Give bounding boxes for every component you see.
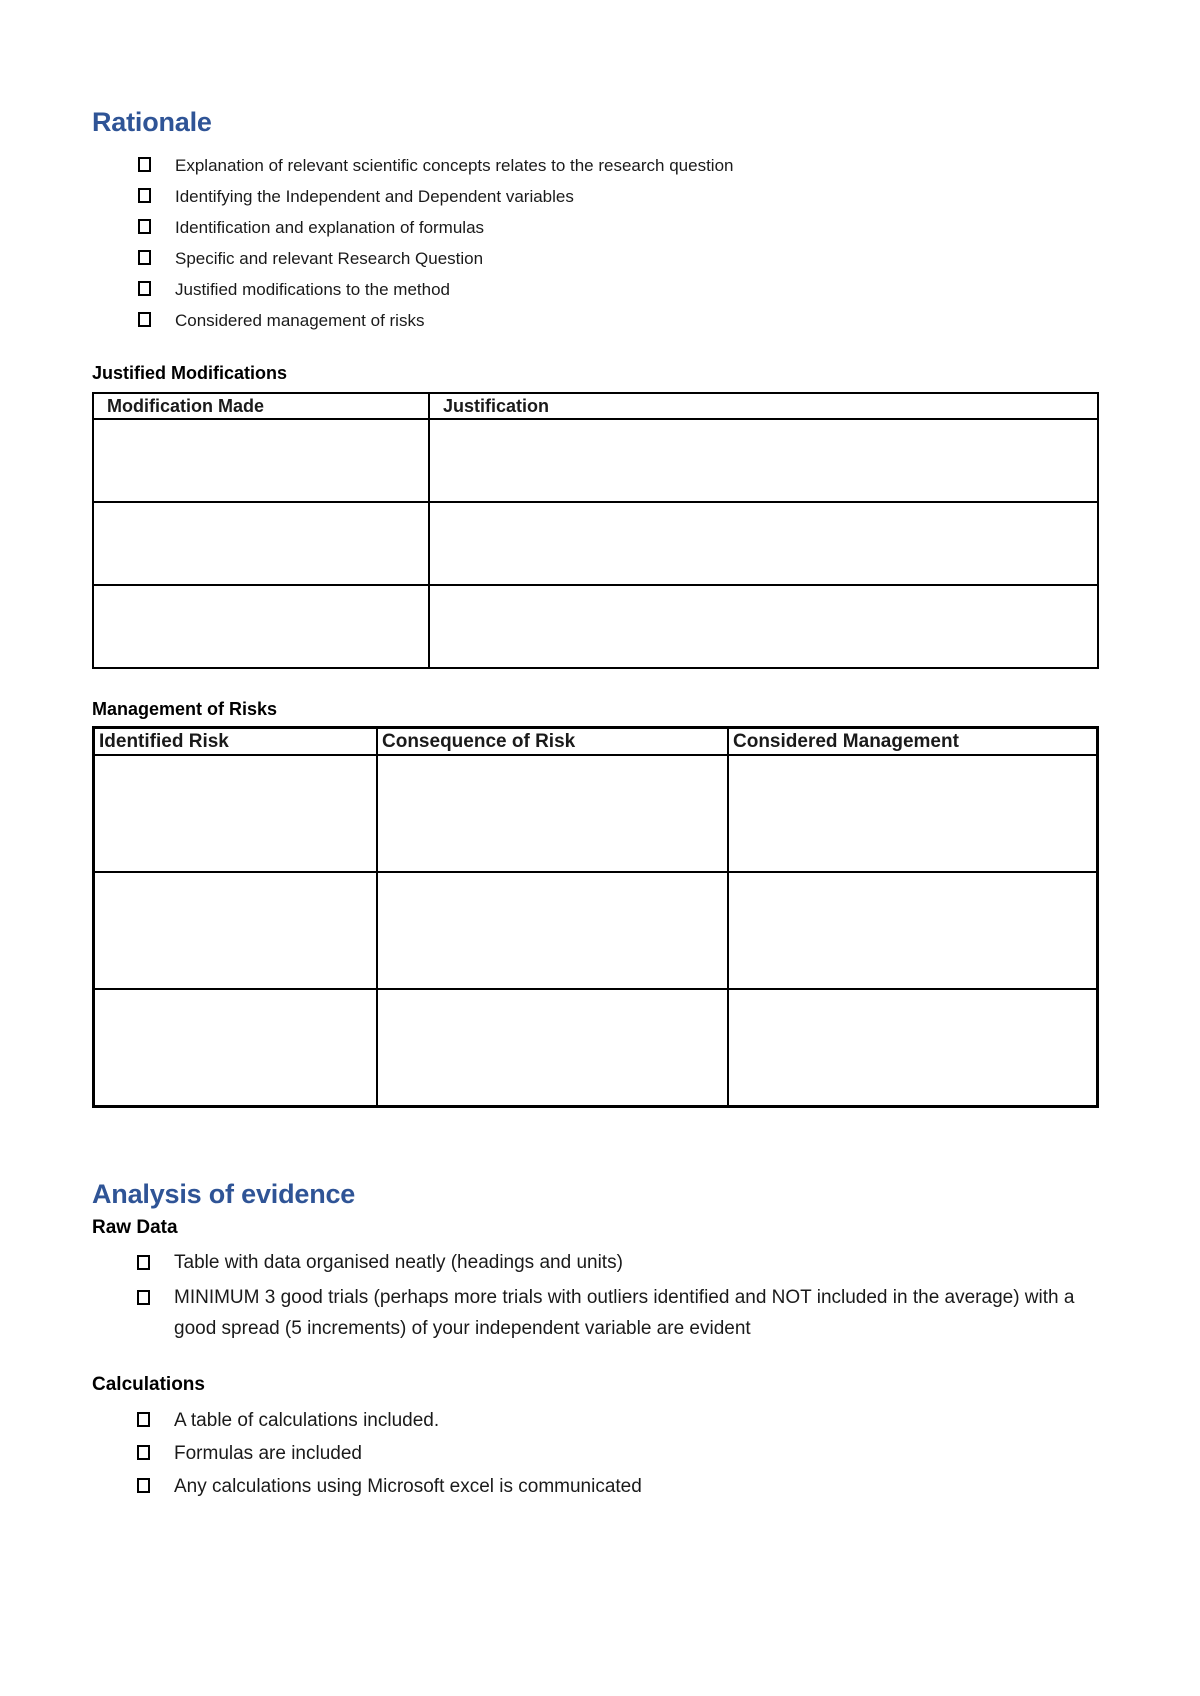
table-cell[interactable] [728,755,1098,872]
rationale-checklist [138,150,734,336]
section-label-raw-data: Raw Data [92,1217,178,1238]
checklist-item [138,181,734,212]
raw-data-checklist [137,1247,1106,1348]
checklist-item-label: MINIMUM 3 good trials (perhaps more trials with outliers identified and NOT included in the average) with a good spread (5 increments) of your independent variable are evident [174,1287,1075,1339]
checklist-item [138,274,734,305]
table-cell[interactable] [377,989,728,1107]
column-header-considered-management: Considered Management [728,728,1098,756]
table-body [94,755,1098,1107]
checklist-item-label: Considered management of risks [175,311,425,330]
table-cell[interactable] [377,872,728,989]
table-cell[interactable] [377,755,728,872]
table-row [94,989,1098,1107]
table-cell[interactable] [728,872,1098,989]
checklist-item-label: Identification and explanation of formulas [175,218,485,237]
checklist-item [137,1247,1106,1278]
checklist-item-label: Formulas are included [174,1443,362,1464]
table-row [94,872,1098,989]
table-cell[interactable] [94,872,378,989]
checklist-item [138,150,734,181]
checkbox-icon[interactable] [137,1478,150,1493]
table-row [93,502,1098,585]
table-body [93,419,1098,668]
column-header-consequence-of-risk: Consequence of Risk [377,728,728,756]
table-cell[interactable] [93,502,429,585]
table-cell[interactable] [94,755,378,872]
section-label-justified-modifications: Justified Modifications [92,363,288,383]
table-cell[interactable] [93,419,429,502]
checkbox-icon[interactable] [138,250,151,265]
table-row [93,585,1098,668]
column-header-modification-made: Modification Made [93,393,429,419]
table-header-row [94,728,1098,756]
justified-modifications-table [92,392,1099,669]
table-cell[interactable] [429,502,1098,585]
checklist-item-label: A table of calculations included. [174,1410,440,1431]
section-label-management-of-risks: Management of Risks [92,699,278,719]
checklist-item [137,1470,642,1503]
table-row [94,755,1098,872]
heading-analysis-of-evidence: Analysis of evidence [92,1179,356,1209]
section-label-calculations: Calculations [92,1374,205,1395]
checklist-item-label: Table with data organised neatly (headings and units) [174,1252,623,1273]
column-header-identified-risk: Identified Risk [94,728,378,756]
checklist-item [138,243,734,274]
table-cell[interactable] [93,585,429,668]
table-cell[interactable] [728,989,1098,1107]
checklist-item [137,1437,642,1470]
management-of-risks-table [92,726,1099,1108]
checklist-item-label: Any calculations using Microsoft excel is communicated [174,1476,642,1497]
checkbox-icon[interactable] [138,157,151,172]
checkbox-icon[interactable] [138,312,151,327]
checklist-item-label: Identifying the Independent and Dependent variables [175,187,574,206]
checkbox-icon[interactable] [138,281,151,296]
table-cell[interactable] [429,419,1098,502]
checkbox-icon[interactable] [138,188,151,203]
checkbox-icon[interactable] [137,1445,150,1460]
checklist-item-label: Justified modifications to the method [175,280,450,299]
checklist-item [138,212,734,243]
column-header-justification: Justification [429,393,1098,419]
checklist-item-label: Explanation of relevant scientific concepts relates to the research question [175,156,734,175]
checklist-item-label: Specific and relevant Research Question [175,249,484,268]
checklist-item [137,1404,642,1437]
table-row [93,419,1098,502]
checklist-item [138,305,734,336]
checkbox-icon[interactable] [137,1290,150,1305]
checkbox-icon[interactable] [137,1255,150,1270]
heading-rationale: Rationale [92,107,212,137]
checklist-item [137,1282,1106,1344]
table-header-row [93,393,1098,419]
table-cell[interactable] [429,585,1098,668]
calculations-checklist [137,1404,642,1503]
checkbox-icon[interactable] [137,1412,150,1427]
checkbox-icon[interactable] [138,219,151,234]
table-cell[interactable] [94,989,378,1107]
